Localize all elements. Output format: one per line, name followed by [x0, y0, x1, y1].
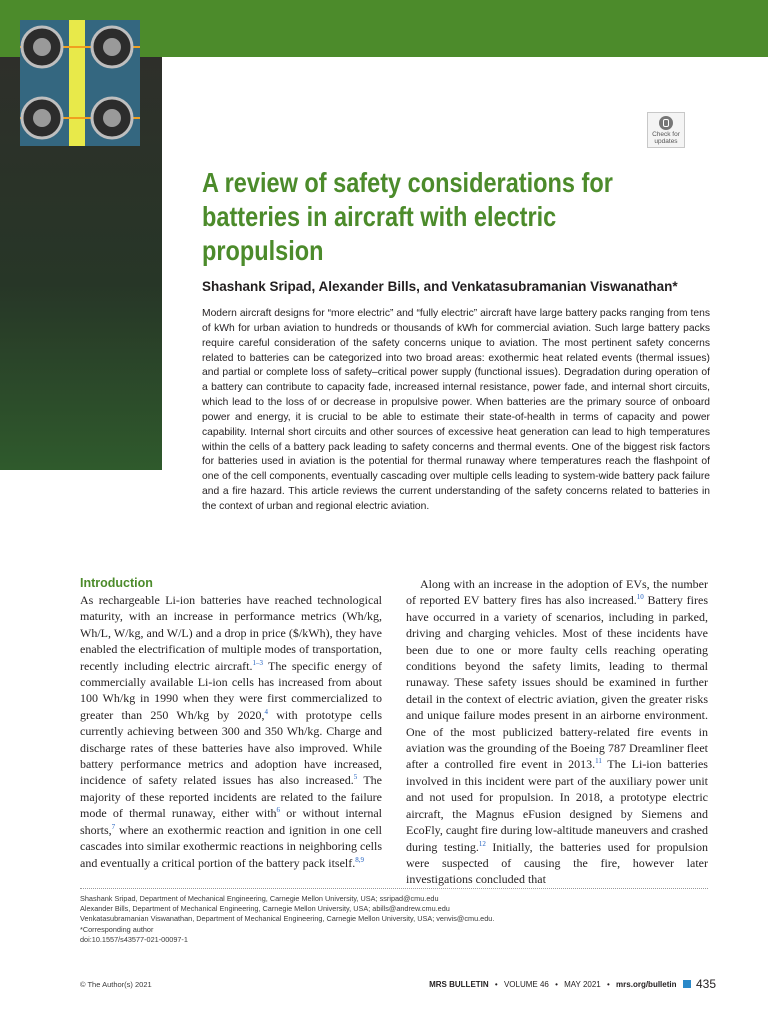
journal-name: MRS BULLETIN	[429, 980, 489, 989]
journal-url-link[interactable]: mrs.org/bulletin	[616, 980, 677, 989]
page-number: 435	[695, 977, 716, 991]
check-for-updates-button[interactable]	[647, 112, 685, 148]
body-text: The specific energy of commercially available Li-ion cells has increased from about 100 Wh/kg in 1990 when they were first commercialized to greater than 250 Wh/kg by 2020,	[80, 658, 382, 722]
footnote-divider	[80, 888, 708, 889]
footer-separator: •	[494, 980, 498, 989]
footnote-line: Shashank Sripad, Department of Mechanical Engineering, Carnegie Mellon University, USA; ssripad@cmu.edu	[80, 894, 439, 903]
citation-reference-link[interactable]: 4	[264, 707, 269, 716]
body-text: The Li-ion batteries involved in this incident were part of the auxiliary power unit and not used for propulsion. In 2018, a prototype electric aircraft, the Magnus eFusion designed by Siemens and EcoFly, caught fire during low-altitude maneuvers and crashed during testing.	[406, 757, 708, 854]
footer-separator: •	[607, 980, 610, 989]
body-text: The majority of these reported incidents are related to the failure mode of thermal runaway, either with	[80, 773, 382, 821]
citation-reference-link[interactable]: 5	[353, 773, 358, 782]
footnote-line: Alexander Bills, Department of Mechanical Engineering, Carnegie Mellon University, USA; abills@andrew.cmu.edu	[80, 904, 450, 914]
journal-date: MAY 2021	[564, 980, 601, 989]
citation-reference-link[interactable]: 8,9	[355, 855, 364, 864]
battery-cells-image	[20, 20, 140, 146]
citation-reference-link[interactable]: 1–3	[252, 658, 264, 667]
citation-reference-link[interactable]: 12	[478, 839, 486, 848]
body-text: Along with an increase in the adoption of EVs, the number of reported EV battery fires has also increased.	[406, 577, 708, 608]
journal-volume: VOLUME 46	[503, 980, 549, 989]
body-text: where an exothermic reaction and ignition in one cell cascades into similar exothermic reactions in neighboring cells and eventually a critical portion of the battery pack itself.	[80, 822, 382, 870]
citation-reference-link[interactable]: 10	[636, 593, 644, 602]
page-marker-icon	[683, 980, 691, 988]
battery-cells-illustration	[20, 20, 140, 146]
footer-separator: •	[555, 980, 558, 989]
footnote-line: Venkatasubramanian Viswanathan, Department of Mechanical Engineering, Carnegie Mellon University, USA; venvis@cmu.edu.	[80, 914, 495, 924]
citation-reference-link[interactable]: 7	[111, 822, 116, 831]
body-text: or without internal shorts,	[80, 806, 382, 837]
body-column-right	[406, 576, 708, 888]
doi-link[interactable]: doi:10.1557/s43577-021-00097-1	[80, 934, 188, 944]
citation-reference-link[interactable]: 6	[276, 806, 281, 815]
body-column-left	[80, 592, 382, 871]
crossmark-icon	[659, 116, 673, 130]
section-heading-introduction: Introduction	[80, 576, 153, 590]
body-text: with prototype cells currently achieving between 300 and 350 Wh/kg. Charge and discharge rates of these batteries have also improved. While battery performance metrics and adoption have increased, incidence of safety related issues has also increased.	[80, 707, 382, 788]
check-for-updates-label: Check for updates	[652, 131, 680, 145]
article-title: A review of safety considerations for batteries in aircraft with electric propulsion	[202, 167, 613, 266]
citation-reference-link[interactable]: 11	[595, 757, 602, 766]
body-text: Initially, the batteries used for propulsion were suspected of causing the fire, however later investigations concluded that	[406, 839, 708, 887]
author-list: Shashank Sripad, Alexander Bills, and Venkatasubramanian Viswanathan*	[202, 279, 678, 294]
body-text: As rechargeable Li-ion batteries have reached technological maturity, with an increase in performance metrics (Wh/kg, Wh/L, W/kg, and W/L) and a drop in price ($/kWh), they have enabled the electrification of multiple modes of transportation, recently including electric aircraft.	[80, 593, 382, 673]
journal-footer	[429, 977, 716, 991]
copyright-notice: © The Author(s) 2021	[80, 980, 152, 989]
body-text: Battery fires have occurred in a variety of scenarios, including in parked, driving and charging vehicles. Most of these incidents have been due to one or more faulty cells reaching operating conditions beyond the safety limits, leading to thermal runaway. These safety issues should be examined in further detail in the context of electric aviation, given the greater risks and unique failure modes present in an airborne environment. One of the most publicized battery-related fire events in aviation was the grounding of the Boeing 787 Dreamliner fleet after a controlled fire event in 2013.	[406, 593, 708, 772]
author-footnotes	[80, 894, 708, 945]
abstract: Modern aircraft designs for “more electric” and “fully electric” aircraft have large battery packs ranging from tens of kWh for urban aviation to hundreds or thousands of kWh for commercial aviation. Such large battery packs require careful consideration of the safety concerns unique to aviation. The most pertinent safety concerns related to batteries can be categorized into two broad areas: exothermic heat related events (thermal issues) and partial or complete loss of safety–critical power supply (functional issues). Degradation during operation of a battery can contribute to capacity fade, increased internal resistance, power fade, and internal short circuits, which lead to the loss of or decrease in propulsive power. When batteries are the primary source of onboard power and energy, it is crucial to be able to estimate their state-of-health in terms of capacity and power capability. Internal short circuits and other sources of excessive heat generation can lead to high temperatures within the cells of a battery pack leading to safety concerns and thermal events. One of the biggest risk factors for batteries used in aviation is the potential for thermal runaway where temperatures reach the flashpoint of one of the cell components, eventually cascading over multiple cells leading to system-wide battery pack failure and a fire hazard. This article reviews the current understanding of the safety concerns related to batteries in the context of urban and regional electric aviation.	[202, 308, 710, 512]
footnote-line: *Corresponding author	[80, 924, 154, 934]
